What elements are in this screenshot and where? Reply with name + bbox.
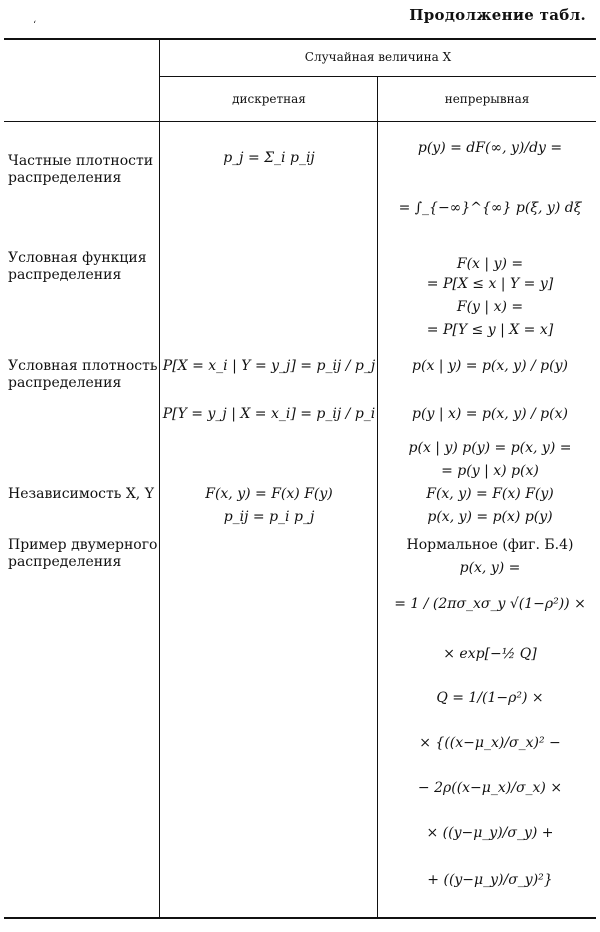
formula-cond-cdf-4: = P[Y ≤ y | X = x] <box>426 322 554 338</box>
group-header <box>160 50 596 64</box>
formula-marginal-continuous-2 <box>380 200 600 216</box>
column-header-discrete: дискретная <box>232 92 306 106</box>
formula-cond-pdf-cont-3: p(x | y) p(y) = p(x, y) = <box>408 440 572 456</box>
formula-marginal-discrete <box>160 150 378 166</box>
example-line-4: Q = 1/(1−ρ²) × <box>436 690 544 706</box>
row-label-independence: Независимость X, Y <box>8 486 154 502</box>
formula-cond-cdf-1: F(x | y) = <box>456 256 524 272</box>
formula-text: p(y) = dF(∞, y)/dy = <box>417 140 563 156</box>
group-header-text: Случайная величина X <box>304 50 452 64</box>
row-label-conditional-pdf: Условная плотность распределения <box>8 358 158 391</box>
formula-marginal-continuous-1 <box>380 140 600 156</box>
row-label-conditional-cdf: Условная функция распределения <box>8 250 147 283</box>
formula-text: p_j = Σ_i p_ij <box>223 150 315 166</box>
example-line-7: × ((y−μ_y)/σ_y) + <box>426 825 554 841</box>
formula-indep-discrete-2: p_ij = p_i p_j <box>223 509 315 525</box>
top-rule <box>4 38 596 40</box>
formula-cond-pdf-discrete-2: P[Y = y_j | X = x_i] = p_ij / p_i <box>162 406 376 422</box>
group-rule <box>160 76 596 77</box>
example-line-6: − 2ρ((x−μ_x)/σ_x) × <box>417 780 563 796</box>
example-line-1: p(x, y) = <box>459 560 521 576</box>
example-line-8: + ((y−μ_y)/σ_y)²} <box>427 872 553 888</box>
column-header-continuous: непрерывная <box>444 92 530 106</box>
table-continuation-caption: Продолжение табл. <box>409 6 586 24</box>
scan-speck: ʻ <box>33 20 37 31</box>
formula-cond-cdf-3: F(y | x) = <box>456 299 524 315</box>
formula-indep-cont-2: p(x, y) = p(x) p(y) <box>427 509 553 525</box>
formula-text: = ∫_{−∞}^{∞} p(ξ, y) dξ <box>398 200 582 216</box>
row-label-example: Пример двумерного распределения <box>8 537 158 570</box>
formula-cond-pdf-cont-4: = p(y | x) p(x) <box>441 463 539 479</box>
formula-cond-pdf-discrete-1: P[X = x_i | Y = y_j] = p_ij / p_j <box>162 358 376 374</box>
row-label-marginal: Частные плотности распределения <box>8 153 154 186</box>
header-bottom-rule <box>4 121 596 122</box>
formula-cond-cdf-2: = P[X ≤ x | Y = y] <box>426 276 554 292</box>
example-title: Нормальное (фиг. Б.4) <box>406 537 574 553</box>
formula-indep-cont-1: F(x, y) = F(x) F(y) <box>426 486 554 502</box>
formula-indep-discrete-1: F(x, y) = F(x) F(y) <box>205 486 333 502</box>
formula-cond-pdf-cont-2: p(y | x) = p(x, y) / p(x) <box>412 406 568 422</box>
example-line-5: × {((x−μ_x)/σ_x)² − <box>419 735 561 751</box>
formula-cond-pdf-cont-1: p(x | y) = p(x, y) / p(y) <box>412 358 568 374</box>
column-divider-1 <box>159 39 160 918</box>
bottom-rule <box>4 917 596 919</box>
example-line-2: = 1 / (2πσ_xσ_y √(1−ρ²)) × <box>394 596 586 612</box>
example-line-3: × exp[−½ Q] <box>443 646 537 662</box>
